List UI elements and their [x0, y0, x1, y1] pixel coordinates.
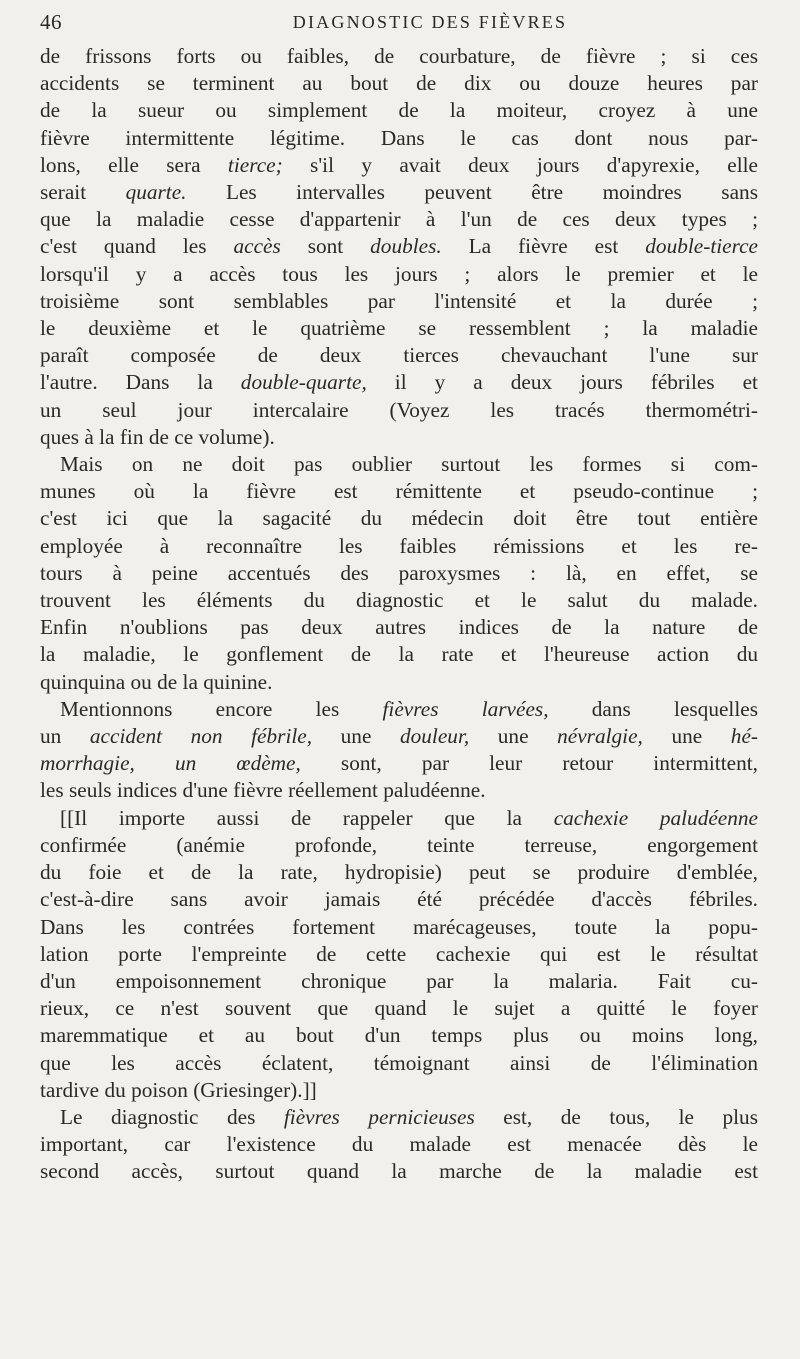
text-run: d'un empoisonnement chronique par la malaria. Fait cu-: [40, 968, 758, 993]
text-run: Mentionnons encore les: [60, 696, 383, 721]
text-run: c'est quand les: [40, 234, 234, 259]
text-run: Mais on ne doit pas oublier surtout les formes si com-: [60, 452, 758, 477]
text-run: sont, par leur retour intermittent,: [300, 751, 758, 776]
text-line: [40, 968, 758, 995]
text-line: [40, 995, 758, 1022]
text-run: lation porte l'empreinte de cette cachexie qui est le résultat: [40, 941, 758, 966]
text-line: [40, 1022, 758, 1049]
text-line: [40, 70, 758, 97]
text-line: [40, 533, 758, 560]
text-run: paraît composée de deux tierces chevauchant l'une sur: [40, 343, 758, 368]
italic-term: tierce;: [227, 152, 283, 177]
text-run: du foie et de la rate, hydropisie) peut se produire d'emblée,: [40, 860, 758, 885]
body-text: [40, 43, 758, 1186]
text-line: [40, 179, 758, 206]
text-line: [40, 941, 758, 968]
italic-term: quarte.: [125, 180, 187, 205]
text-line: [40, 914, 758, 941]
text-line: [40, 288, 758, 315]
text-line: [40, 233, 758, 260]
text-run: [135, 751, 175, 775]
text-run: que les accès éclatent, témoignant ainsi de l'élimination: [40, 1050, 758, 1075]
text-run: dans lesquelles: [548, 696, 759, 721]
text-run: une: [312, 724, 400, 749]
text-line: [40, 641, 758, 668]
text-run: munes où la fièvre est rémittente et pseudo-continue ;: [40, 479, 758, 504]
italic-term: hé-: [730, 724, 758, 749]
text-run: tardive du poison (Griesinger).]]: [40, 1077, 317, 1102]
text-run: tours à peine accentués des paroxysmes : là, en effet, se: [40, 560, 758, 585]
text-run: Le diagnostic des: [60, 1104, 284, 1129]
text-run: l'autre. Dans la: [40, 370, 241, 395]
text-run: [[Il importe aussi de rappeler que la: [60, 805, 554, 830]
text-run: sont: [280, 234, 371, 259]
text-line: [40, 369, 758, 396]
text-line: [40, 315, 758, 342]
text-run: lorsqu'il y a accès tous les jours ; alors le premier et le: [40, 261, 758, 286]
italic-term: névralgie,: [557, 724, 643, 749]
text-line: [40, 832, 758, 859]
page-header: [40, 10, 760, 38]
text-line: [40, 805, 758, 832]
text-line: [40, 1104, 758, 1131]
page-number: 46: [40, 10, 62, 34]
italic-term: doubles.: [370, 234, 442, 259]
italic-term: double-tierce: [645, 234, 759, 259]
text-line: [40, 886, 758, 913]
text-run: une: [642, 724, 731, 749]
text-line: [40, 614, 758, 641]
text-line: [40, 696, 758, 723]
text-run: un seul jour intercalaire (Voyez les tracés thermométri-: [40, 397, 758, 422]
italic-term: douleur,: [399, 724, 470, 749]
text-run: serait: [40, 180, 126, 205]
italic-term: accident non fébrile,: [89, 724, 313, 749]
text-run: Enfin n'oublions pas deux autres indices de la nature de: [40, 615, 758, 640]
text-run: le deuxième et le quatrième se ressemblent ; la maladie: [40, 316, 758, 341]
text-run: Dans les contrées fortement marécageuses, toute la popu-: [40, 914, 758, 939]
text-run: s'il y avait deux jours d'apyrexie, elle: [282, 152, 758, 177]
text-run: troisième sont semblables par l'intensité et la durée ;: [40, 288, 758, 313]
text-line: [40, 1158, 758, 1185]
text-run: ques à la fin de ce volume).: [40, 424, 275, 449]
text-run: employée à reconnaître les faibles rémissions et les re-: [40, 533, 758, 558]
text-run: il y a deux jours fébriles et: [366, 370, 758, 395]
text-line: [40, 342, 758, 369]
italic-term: accès: [233, 234, 281, 259]
running-title: DIAGNOSTIC DES FIÈVRES: [292, 12, 568, 32]
text-run: que la maladie cesse d'appartenir à l'un de ces deux types ;: [40, 207, 758, 232]
italic-term: fièvres larvées,: [382, 696, 549, 721]
text-line: [40, 451, 758, 478]
text-run: fièvre intermittente légitime. Dans le cas dont nous par-: [40, 125, 758, 150]
text-line: [40, 261, 758, 288]
text-run: une: [469, 724, 558, 749]
text-run: lons, elle sera: [40, 152, 228, 177]
text-line: [40, 478, 758, 505]
text-run: rieux, ce n'est souvent que quand le sujet a quitté le foyer: [40, 996, 758, 1021]
text-line: [40, 152, 758, 179]
text-run: accidents se terminent au bout de dix ou douze heures par: [40, 71, 758, 96]
text-line: [40, 560, 758, 587]
text-line: [40, 1077, 758, 1104]
text-line: [40, 206, 758, 233]
text-line: [40, 669, 758, 696]
text-line: [40, 859, 758, 886]
text-run: important, car l'existence du malade est menacée dès le: [40, 1132, 758, 1157]
text-run: est, de tous, le plus: [474, 1104, 758, 1129]
text-line: [40, 1131, 758, 1158]
text-run: un: [40, 724, 90, 749]
text-line: [40, 587, 758, 614]
text-run: trouvent les éléments du diagnostic et le salut du malade.: [40, 588, 758, 613]
text-line: [40, 397, 758, 424]
text-line: [40, 97, 758, 124]
text-line: [40, 505, 758, 532]
italic-term: morrhagie,: [40, 751, 135, 776]
text-line: [40, 125, 758, 152]
text-run: c'est ici que la sagacité du médecin doit être tout entière: [40, 506, 758, 531]
text-run: La fièvre est: [441, 234, 646, 259]
text-run: la maladie, le gonflement de la rate et l'heureuse action du: [40, 642, 758, 667]
text-line: [40, 43, 758, 70]
text-line: [40, 750, 758, 777]
text-run: quinquina ou de la quinine.: [40, 669, 273, 694]
text-run: de frissons forts ou faibles, de courbature, de fièvre ; si ces: [40, 44, 758, 68]
text-line: [40, 723, 758, 750]
text-run: Les intervalles peuvent être moindres sans: [186, 180, 758, 205]
text-line: [40, 1050, 758, 1077]
text-run: de la sueur ou simplement de la moiteur, croyez à une: [40, 98, 758, 123]
italic-term: un œdème,: [174, 751, 301, 776]
text-run: maremmatique et au bout d'un temps plus ou moins long,: [40, 1023, 758, 1048]
text-line: [40, 424, 758, 451]
text-run: les seuls indices d'une fièvre réellement paludéenne.: [40, 778, 486, 803]
text-run: c'est-à-dire sans avoir jamais été précédée d'accès fébriles.: [40, 887, 758, 912]
italic-term: cachexie paludéenne: [553, 805, 758, 830]
italic-term: double-quarte,: [240, 370, 367, 395]
italic-term: fièvres pernicieuses: [283, 1104, 475, 1129]
text-run: confirmée (anémie profonde, teinte terreuse, engorgement: [40, 832, 758, 857]
text-run: second accès, surtout quand la marche de la maladie est: [40, 1159, 758, 1184]
text-line: [40, 777, 758, 804]
